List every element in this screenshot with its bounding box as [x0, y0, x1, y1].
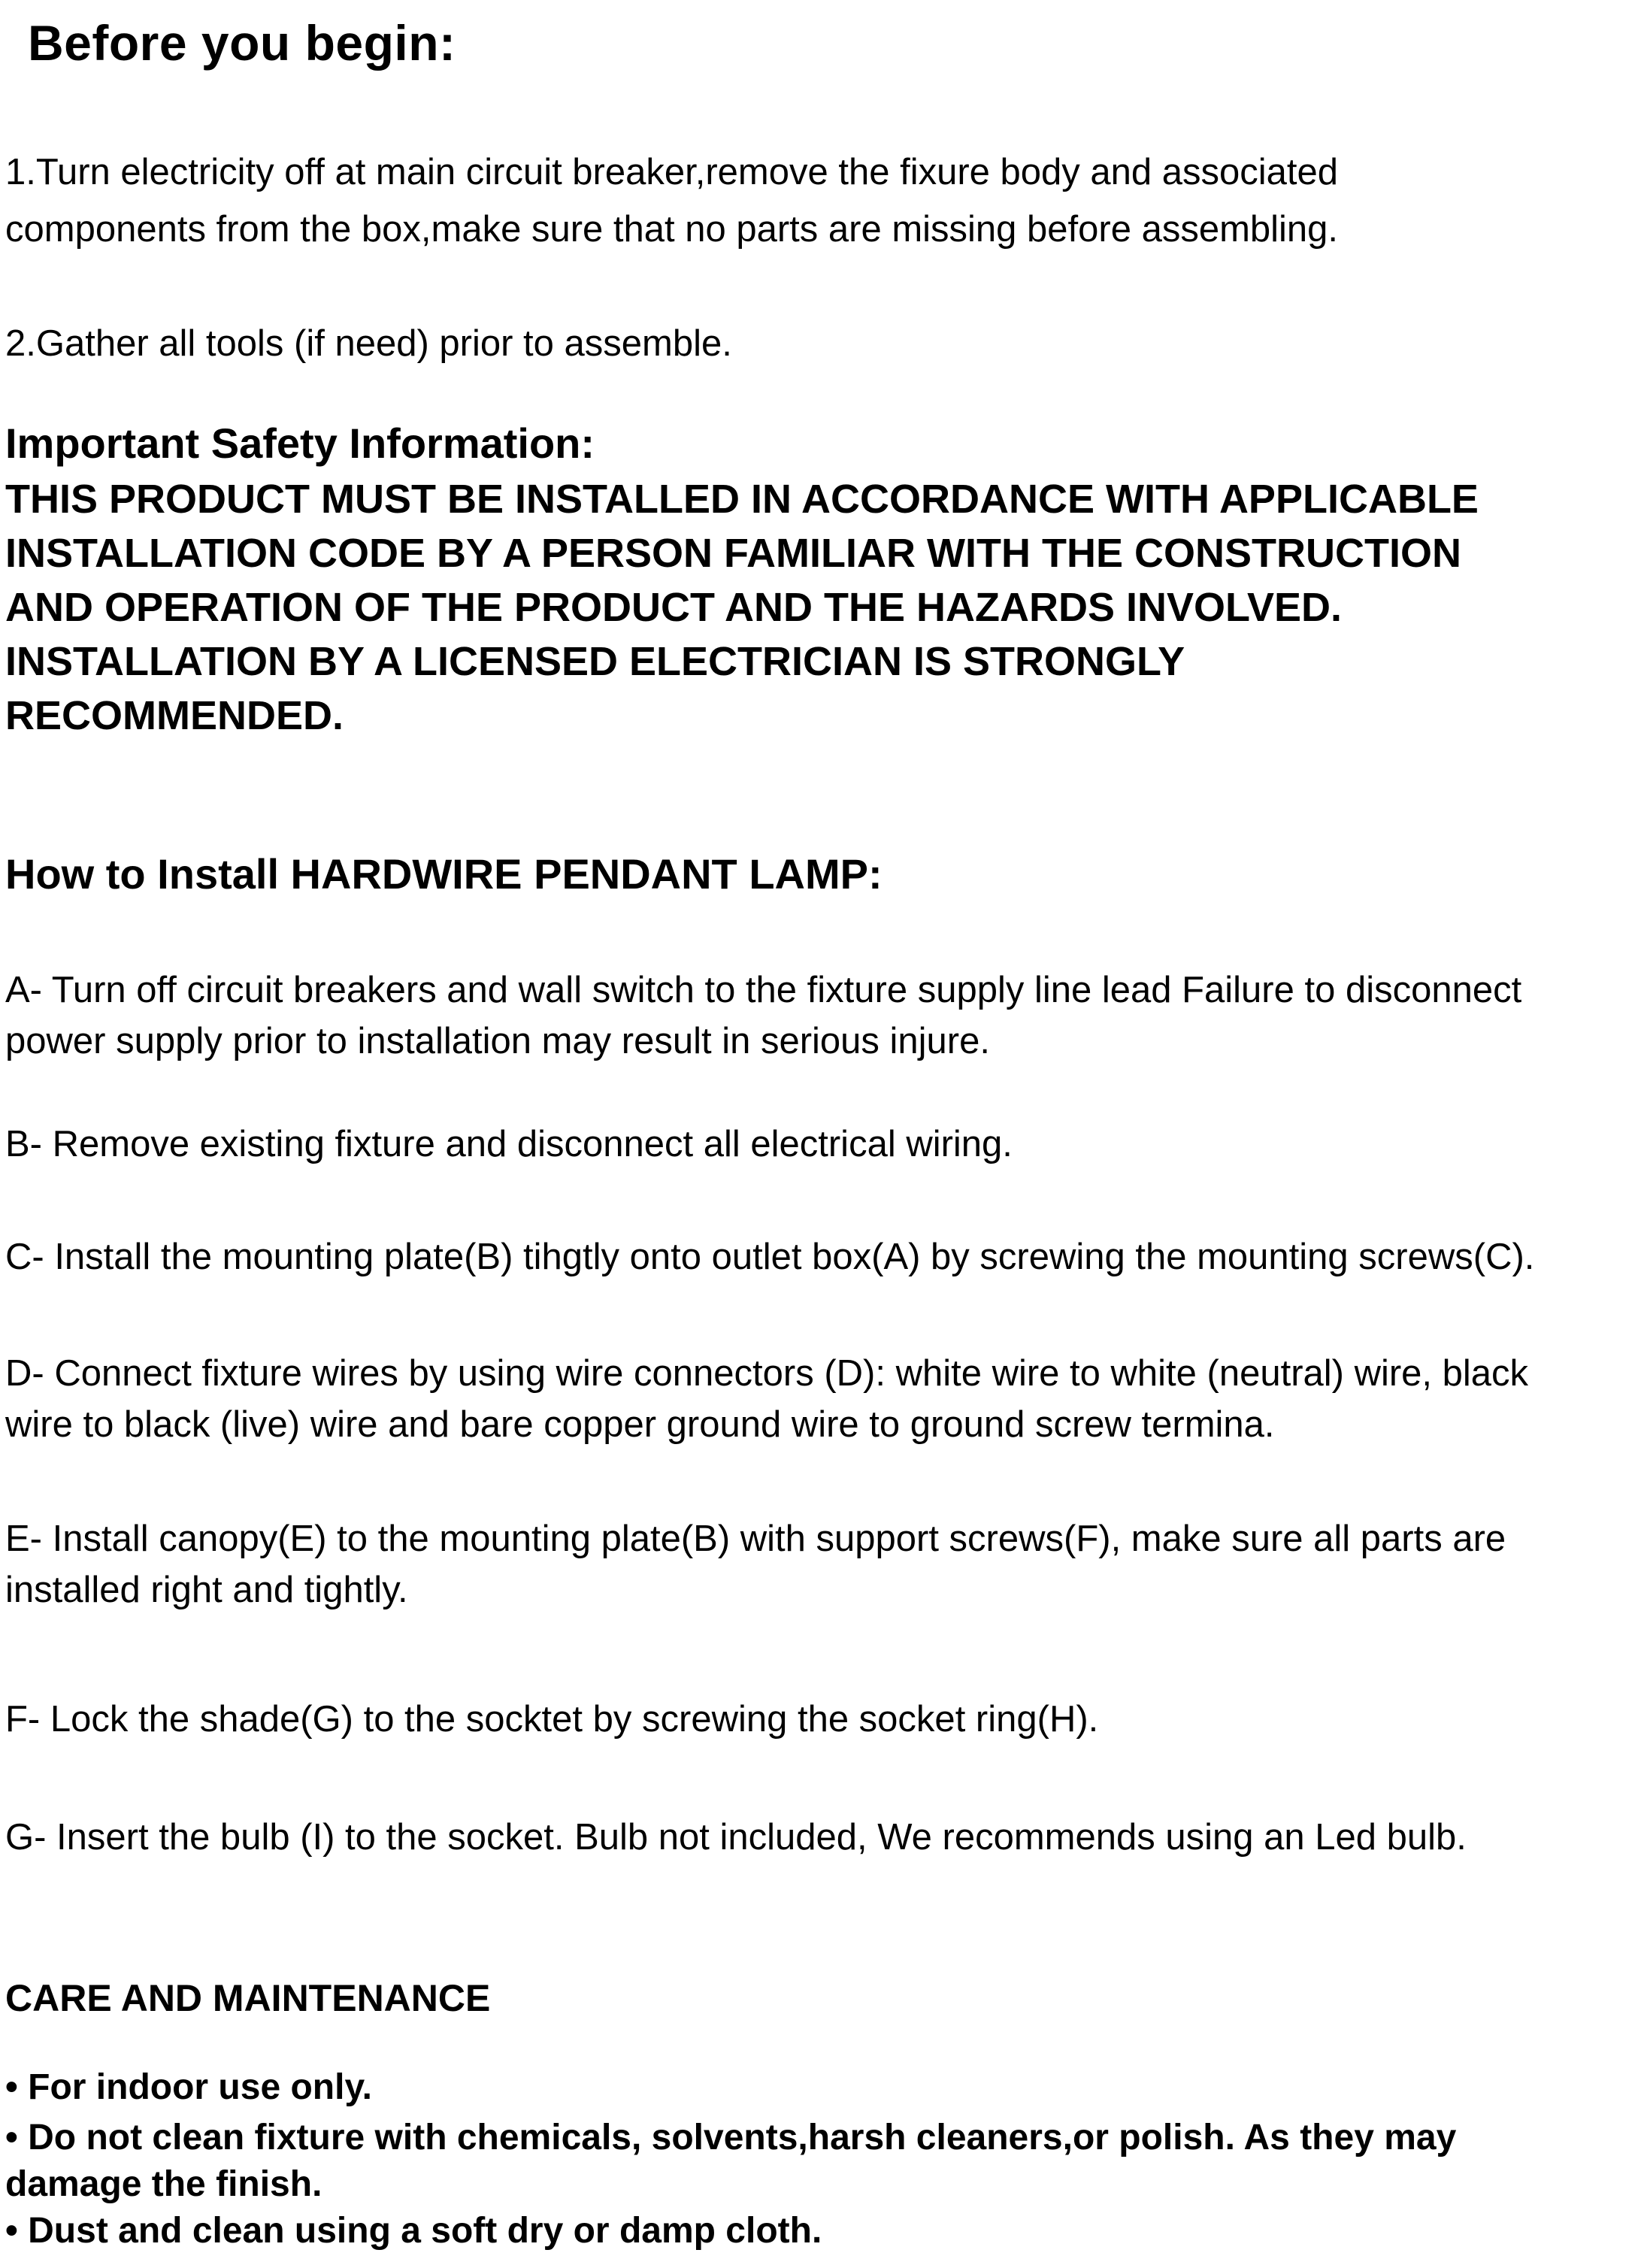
- care-bullet-indoor-use: • For indoor use only.: [5, 2067, 372, 2107]
- install-step-c: C- Install the mounting plate(B) tihgtly onto outlet box(A) by screwing the mounting screws(C).: [5, 1237, 1535, 1277]
- install-step-f: F- Lock the shade(G) to the socktet by screwing the socket ring(H).: [5, 1699, 1099, 1740]
- care-bullet-no-chemicals: • Do not clean fixture with chemicals, solvents,harsh cleaners,or polish. As they may damage the finish.: [5, 2118, 1457, 2204]
- install-step-b: B- Remove existing fixture and disconnect all electrical wiring.: [5, 1124, 1013, 1164]
- safety-information-heading: Important Safety Information:: [5, 419, 595, 467]
- page-title: Before you begin:: [28, 15, 456, 71]
- intro-step-1: 1.Turn electricity off at main circuit breaker,remove the fixure body and associated components from the box,make sure that no parts are missing before assembling.: [5, 152, 1339, 250]
- install-step-a: A- Turn off circuit breakers and wall switch to the fixture supply line lead Failure to disconnect power supply prior to installation may result in serious injure.: [5, 970, 1522, 1061]
- install-step-g: G- Insert the bulb (I) to the socket. Bulb not included, We recommends using an Led bulb.: [5, 1817, 1467, 1858]
- care-maintenance-heading: CARE AND MAINTENANCE: [5, 1977, 491, 2019]
- install-step-e: E- Install canopy(E) to the mounting plate(B) with support screws(F), make sure all parts are installed right and tightly.: [5, 1519, 1506, 1610]
- care-bullet-dust-clean: • Dust and clean using a soft dry or damp cloth.: [5, 2211, 822, 2251]
- install-step-d: D- Connect fixture wires by using wire connectors (D): white wire to white (neutral) wire, black wire to black (live) wire and bare copper ground wire to ground screw termina.: [5, 1353, 1529, 1445]
- how-to-install-heading: How to Install HARDWIRE PENDANT LAMP:: [5, 850, 883, 898]
- safety-warning-text: THIS PRODUCT MUST BE INSTALLED IN ACCORDANCE WITH APPLICABLE INSTALLATION CODE BY A PERSON FAMILIAR WITH THE CONSTRUCTION AND OPERATION OF THE PRODUCT AND THE HAZARDS INVOLVED. INSTALLATION BY A LICENSED ELECTRICIAN IS STRONGLY RECOMMENDED.: [5, 477, 1479, 738]
- intro-step-2: 2.Gather all tools (if need) prior to assemble.: [5, 323, 732, 364]
